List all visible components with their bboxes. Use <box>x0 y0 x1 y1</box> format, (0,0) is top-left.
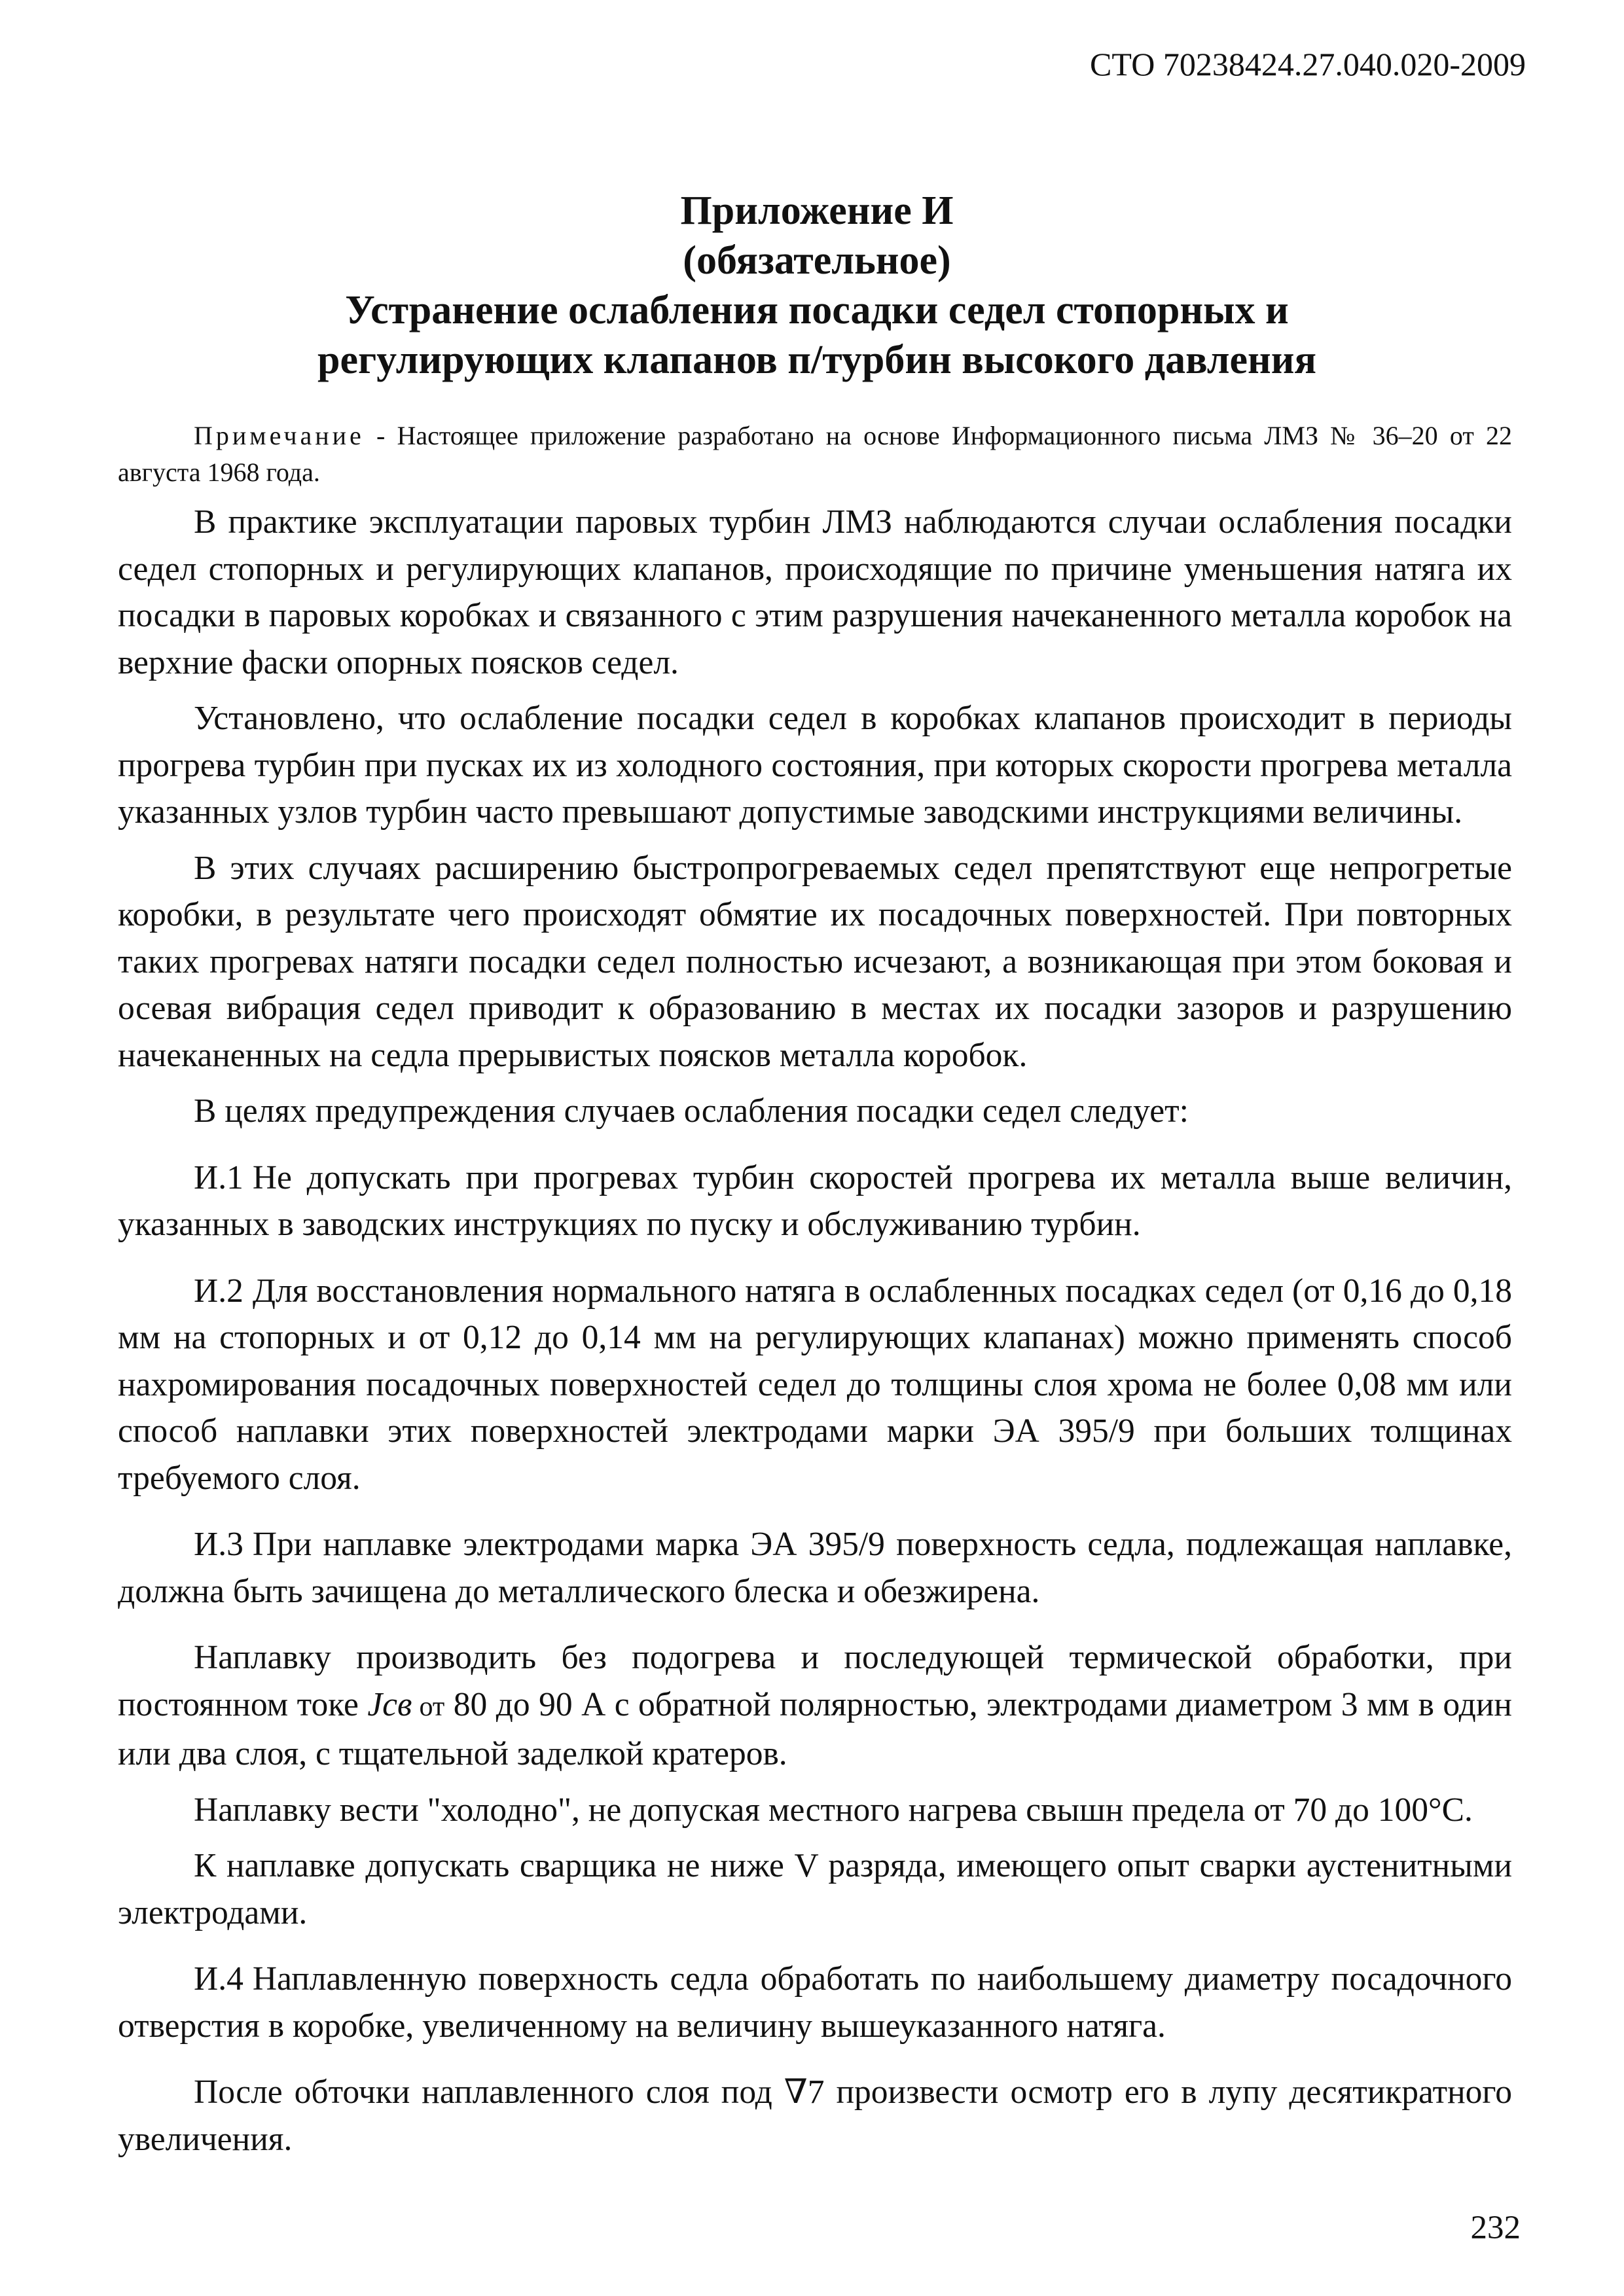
appendix-subject-line-2: регулирующих клапанов п/турбин высокого давления <box>317 338 1317 382</box>
document-body <box>118 418 1512 2162</box>
document-code: СТО 70238424.27.040.020-2009 <box>1090 46 1526 82</box>
paragraph-prevention: В целях предупреждения случаев ослабления посадки седел следует: <box>194 1092 1189 1130</box>
note-text: - Настоящее приложение разработано на основе Информационного письма ЛМЗ № 36–20 от 22 августа 1968 года. <box>118 421 1512 487</box>
surfacing-mode-text-start: Наплавку производить без подогрева и последующей термической обработки, при постоянном токе <box>118 1639 1512 1723</box>
item-1-text: Не допускать при прогревах турбин скоростей прогрева их металла выше величин, указанных в заводских инструкциях по пуску и обслуживанию турбин. <box>118 1158 1512 1243</box>
note-paragraph <box>118 418 1512 491</box>
appendix-heading: Приложение И <box>680 188 954 233</box>
paragraph-surfacing-mode <box>118 1634 1512 1778</box>
item-1 <box>118 1155 1512 1248</box>
item-2-number: И.2 <box>194 1272 244 1310</box>
paragraph-established: Установлено, что ослабление посадки седел в коробках клапанов происходит в периоды прогрева турбин при пусках их из холодного состояния, при которых скорости прогрева металла указанных узлов турбин часто превышают допустимые заводскими инструкциями величины. <box>118 700 1512 831</box>
paragraph-practice: В практике эксплуатации паровых турбин ЛМЗ наблюдаются случаи ослабления посадки седел стопорных и регулирующих клапанов, происходящие по причине уменьшения натяга их посадки в паровых коробках и связанного с этим разрушения начеканенного металла коробок на верхние фаски опорных поясков седел. <box>118 503 1512 681</box>
item-1-number: И.1 <box>194 1158 244 1196</box>
item-4-number: И.4 <box>194 1960 244 1998</box>
appendix-status: (обязательное) <box>683 238 951 283</box>
paragraph-inspection: После обточки наплавленного слоя под ∇7 произвести осмотр его в лупу десятикратного увеличения. <box>118 2073 1512 2158</box>
welding-current-from: от <box>412 1691 445 1722</box>
paragraph-cold-surfacing: Наплавку вести "холодно", не допуская местного нагрева свышн предела от 70 до 100°С. <box>194 1791 1473 1829</box>
page-number: 232 <box>1470 2210 1521 2246</box>
welding-current-symbol: Jсв <box>367 1685 412 1723</box>
item-4-text: Наплавленную поверхность седла обработать по наибольшему диаметру посадочного отверстия в коробке, увеличенному на величину вышеуказанного натяга. <box>118 1960 1512 2045</box>
item-3 <box>118 1521 1512 1615</box>
item-3-text: При наплавке электродами марка ЭА 395/9 поверхность седла, подлежащая наплавке, должна быть зачищена до металлического блеска и обезжирена. <box>118 1526 1512 1610</box>
item-2-text: Для восстановления нормального натяга в ослабленных посадках седел (от 0,16 до 0,18 мм на стопорных и от 0,12 до 0,14 мм на регулирующих клапанах) можно применять способ нахромирования посадочных поверхностей седел до толщины слоя хрома не более 0,08 мм или способ наплавки этих поверхностей электродами марки ЭА 395/9 при больших толщинах требуемого слоя. <box>118 1272 1512 1497</box>
note-label: Примечание <box>194 421 365 450</box>
paragraph-welder-grade: К наплавке допускать сварщика не ниже V разряда, имеющего опыт сварки аустенитными электродами. <box>118 1847 1512 1931</box>
paragraph-cases: В этих случаях расширению быстропрогреваемых седел препятствуют еще непрогретые коробки, в результате чего происходят обмятие их посадочных поверхностей. При повторных таких прогревах натяги посадки седел полностью исчезают, а возникающая при этом боковая и осевая вибрация седел приводит к образованию в местах их посадки зазоров и разрушению начеканенных на седла прерывистых поясков металла коробок. <box>118 849 1512 1074</box>
item-2 <box>118 1268 1512 1502</box>
item-3-number: И.3 <box>194 1526 244 1563</box>
item-4 <box>118 1956 1512 2049</box>
appendix-title <box>117 186 1517 385</box>
appendix-subject-line-1: Устранение ослабления посадки седел стопорных и <box>345 288 1289 332</box>
surfacing-mode-text-end: 80 до 90 А с обратной полярностью, электродами диаметром 3 мм в один или два слоя, с тщательной заделкой кратеров. <box>118 1685 1512 1772</box>
